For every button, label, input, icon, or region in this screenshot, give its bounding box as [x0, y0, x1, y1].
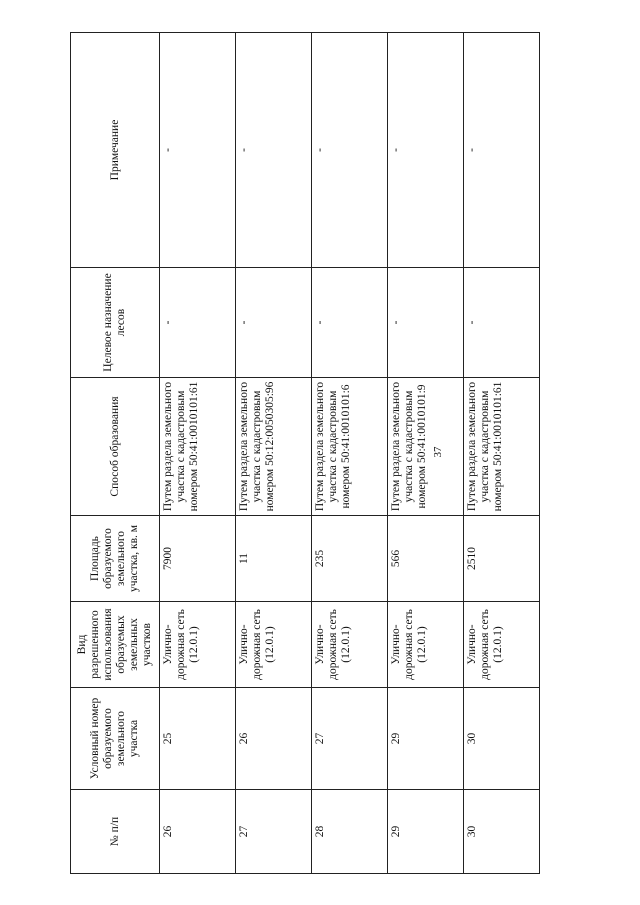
cell-area: 11 — [236, 516, 312, 602]
cell-formation-method: Путем раздела земельного участка с кадастровым номером 50:41:0010101:61 — [464, 378, 540, 516]
cell-area: 566 — [388, 516, 464, 602]
cell-area: 2510 — [464, 516, 540, 602]
cell-conditional-number: 27 — [312, 688, 388, 790]
table-row — [388, 33, 464, 874]
cell-conditional-number: 26 — [236, 688, 312, 790]
cell-note: - — [160, 33, 236, 268]
cell-permitted-use: Улично-дорожная сеть (12.0.1) — [388, 602, 464, 688]
cell-formation-method: Путем раздела земельного участка с кадастровым номером 50:12:0050305:96 — [236, 378, 312, 516]
cell-number: 28 — [312, 790, 388, 874]
table-header-row — [71, 33, 160, 874]
cell-note: - — [312, 33, 388, 268]
cell-forest-purpose: - — [388, 268, 464, 378]
cell-number: 26 — [160, 790, 236, 874]
cell-note: - — [464, 33, 540, 268]
cell-note: - — [388, 33, 464, 268]
cell-conditional-number: 25 — [160, 688, 236, 790]
cell-number: 27 — [236, 790, 312, 874]
cell-area: 235 — [312, 516, 388, 602]
cell-permitted-use: Улично-дорожная сеть (12.0.1) — [464, 602, 540, 688]
cell-formation-method: Путем раздела земельного участка с кадастровым номером 50:41:0010101:6 — [312, 378, 388, 516]
header-conditional-number: Условный номер образуемого земельного участка — [71, 688, 160, 790]
table-row — [312, 33, 388, 874]
cell-forest-purpose: - — [464, 268, 540, 378]
header-forest-purpose: Целевое назначение лесов — [71, 268, 160, 378]
page-number: 37 — [432, 446, 444, 458]
rotated-table-container — [70, 33, 516, 874]
table-row — [464, 33, 540, 874]
header-permitted-use: Вид разрешенного использования образуемых земельных участков — [71, 602, 160, 688]
cell-permitted-use: Улично-дорожная сеть (12.0.1) — [160, 602, 236, 688]
cell-note: - — [236, 33, 312, 268]
cell-area: 7900 — [160, 516, 236, 602]
header-note: Примечание — [71, 33, 160, 268]
cell-forest-purpose: - — [160, 268, 236, 378]
cell-conditional-number: 29 — [388, 688, 464, 790]
cell-formation-method: Путем раздела земельного участка с кадастровым номером 50:41:0010101:9 — [388, 378, 464, 516]
cell-forest-purpose: - — [236, 268, 312, 378]
header-formation-method: Способ образования — [71, 378, 160, 516]
cell-formation-method: Путем раздела земельного участка с кадастровым номером 50:41:0010101:61 — [160, 378, 236, 516]
cell-permitted-use: Улично-дорожная сеть (12.0.1) — [312, 602, 388, 688]
cell-number: 29 — [388, 790, 464, 874]
table-row — [236, 33, 312, 874]
header-area: Площадь образуемого земельного участка, кв. м — [71, 516, 160, 602]
land-plots-table — [70, 32, 540, 874]
cell-forest-purpose: - — [312, 268, 388, 378]
table-row — [160, 33, 236, 874]
cell-number: 30 — [464, 790, 540, 874]
header-number: № п/п — [71, 790, 160, 874]
cell-conditional-number: 30 — [464, 688, 540, 790]
cell-permitted-use: Улично-дорожная сеть (12.0.1) — [236, 602, 312, 688]
